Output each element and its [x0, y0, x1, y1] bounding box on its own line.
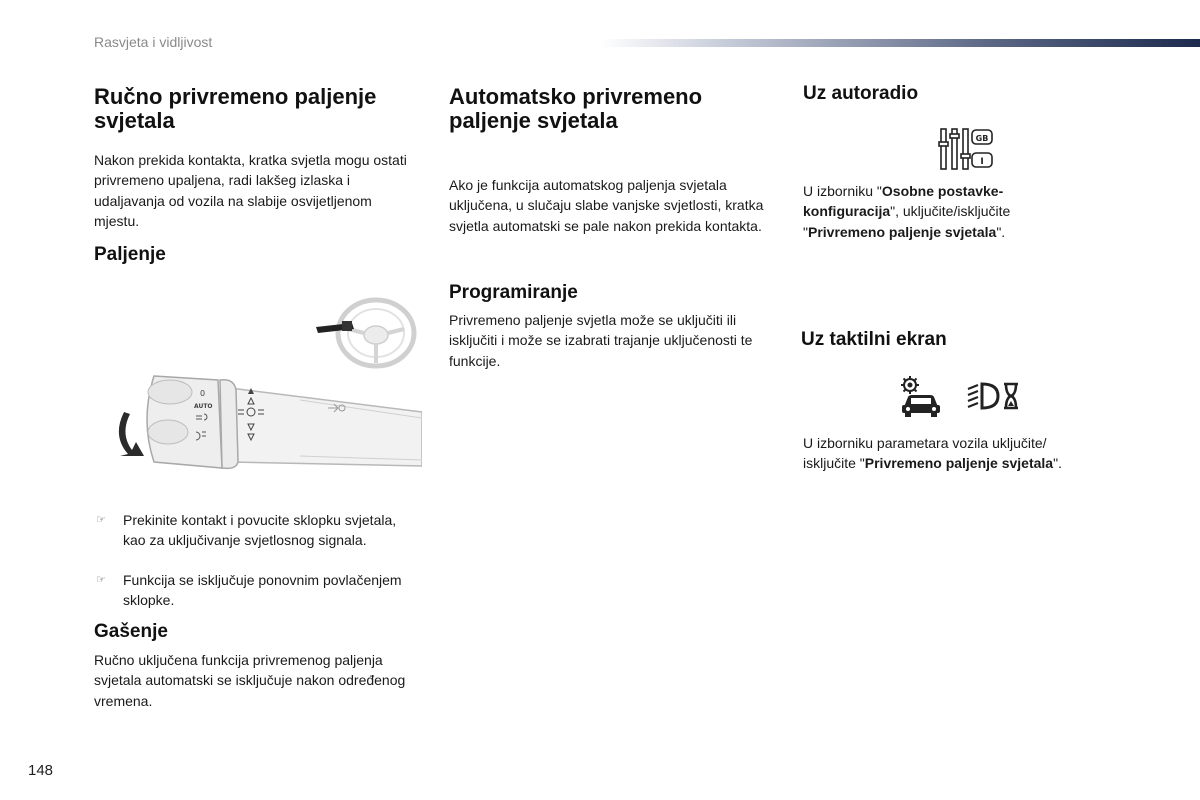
stalk-zero-label: 0 — [200, 389, 206, 398]
pointing-hand-icon: ☞ — [96, 514, 106, 526]
menu-name: Osobne postavke-konfiguracija — [803, 183, 1004, 220]
left-intro: Nakon prekida kontakta, kratka svjetla mogu ostati privremeno upaljena, radi lakšeg izlaska i udaljavanja od vozila na slabije osvijetljenom mjestu. — [94, 152, 407, 229]
gasenje-text: Ručno uključena funkcija privremenog paljenja svjetala automatski se isključuje nakon određenog vremena. — [94, 652, 406, 709]
programiranje-heading: Programiranje — [449, 282, 578, 303]
headlight-timer-icon — [966, 380, 1022, 412]
gasenje-heading: Gašenje — [94, 621, 168, 642]
middle-title: Automatsko privremeno paljenje svjetala — [449, 84, 703, 133]
i-label: I — [980, 157, 984, 167]
bullet-item — [96, 510, 405, 551]
paljenje-heading: Paljenje — [94, 244, 166, 265]
bullet-item — [96, 570, 405, 611]
left-title: Ručno privremeno paljenje svjetala — [94, 84, 377, 133]
touchscreen-text: U izborniku parametara vozila uključite/ isključite "Privremeno paljenje svjetala". — [803, 435, 1062, 472]
pointing-hand-icon: ☞ — [96, 574, 106, 586]
light-stalk-illustration — [110, 370, 422, 474]
option-name: Privremeno paljenje svjetala — [864, 455, 1054, 472]
bullet-text: Funkcija se isključuje ponovnim povlačenjem sklopke. — [123, 572, 402, 609]
option-name: Privremeno paljenje svjetala — [807, 223, 997, 240]
programiranje-text: Privremeno paljenje svjetla može se uključiti ili isključiti i može se izabrati trajanje uključenosti te funkcije. — [449, 312, 753, 369]
steering-wheel-icon — [312, 295, 420, 375]
autoradio-text: U izborniku "Osobne postavke-konfiguracija", uključite/isključite "Privremeno paljenje svjetala". — [803, 183, 1011, 240]
settings-sliders-icon — [938, 126, 994, 172]
gb-label: GB — [975, 134, 989, 143]
header-gradient-bar — [600, 39, 1200, 47]
page-number: 148 — [28, 762, 54, 779]
bullet-text: Prekinite kontakt i povucite sklopku svjetala, kao za uključivanje svjetlosnog signala. — [123, 512, 397, 549]
touchscreen-heading: Uz taktilni ekran — [801, 329, 947, 350]
section-title: Rasvjeta i vidljivost — [94, 34, 213, 50]
car-settings-icon — [898, 375, 944, 419]
middle-intro: Ako je funkcija automatskog paljenja svjetala uključena, u slučaju slabe vanjske svjetlosti, kratka svjetla automatski se pale nakon prekida kontakta. — [449, 177, 764, 234]
stalk-auto-label: AUTO — [194, 403, 213, 410]
autoradio-heading: Uz autoradio — [803, 83, 919, 104]
